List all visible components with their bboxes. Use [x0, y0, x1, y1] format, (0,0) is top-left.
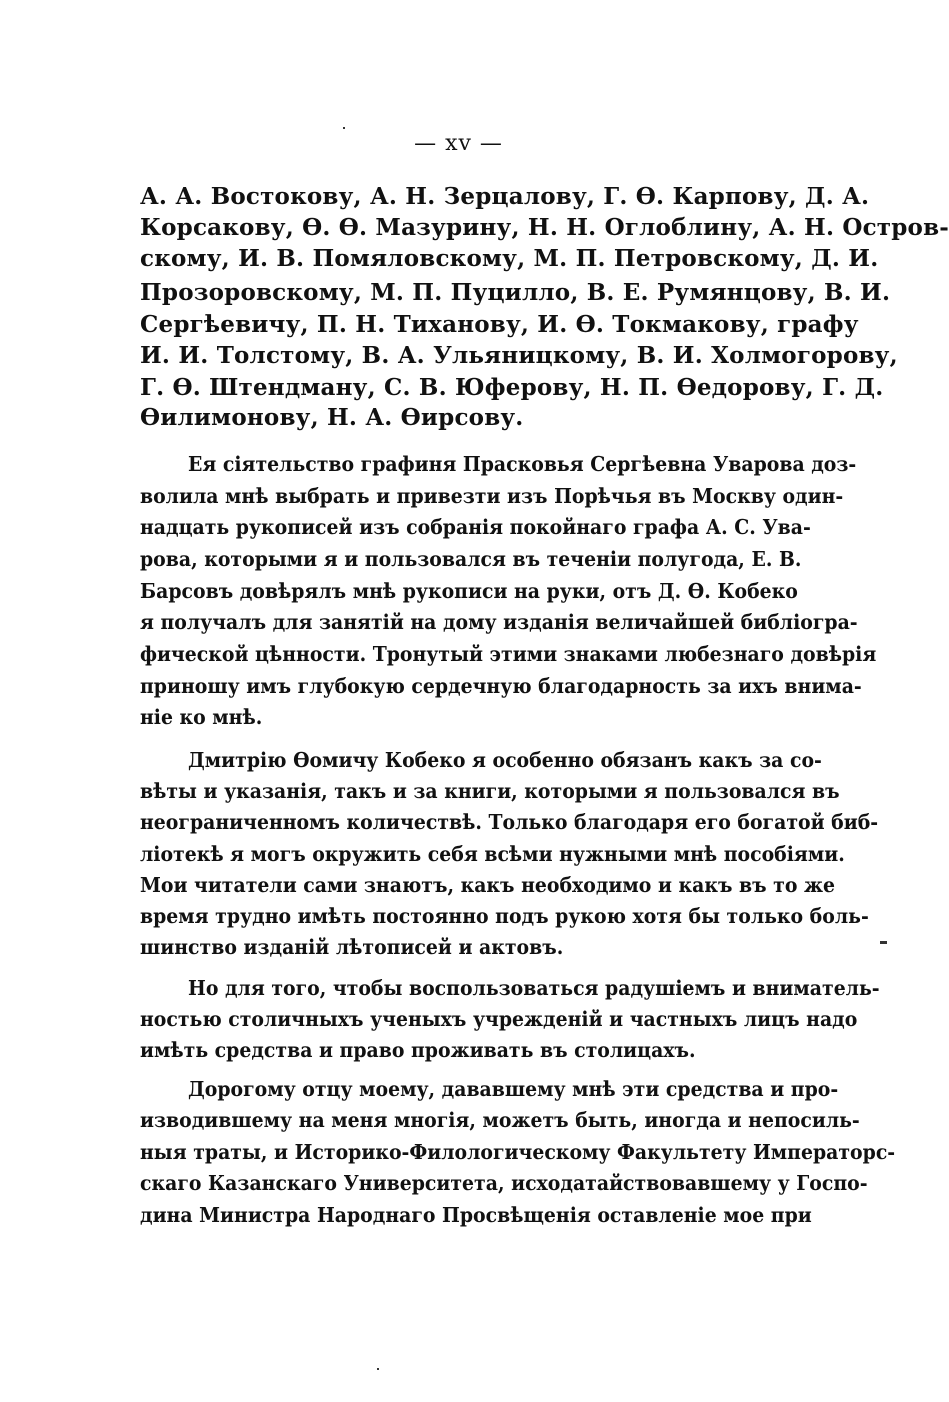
text-line: ліотекѣ я могъ окружить себя всѣми нужными мнѣ пособіями.	[140, 842, 845, 866]
text-line: ныя траты, и Историко-Филологическому Факультету Императорс-	[140, 1140, 896, 1164]
text-line: фической цѣнности. Тронутый этими знаками любезнаго довѣрія	[140, 642, 877, 666]
text-line: неограниченномъ количествѣ. Только благодаря его богатой биб-	[140, 810, 879, 834]
text-line: И. И. Толстому, В. А. Ульяницкому, В. И. Холмогорову,	[140, 342, 898, 369]
text-line: скому, И. В. Помяловскому, М. П. Петровскому, Д. И.	[140, 245, 879, 272]
text-line: я получалъ для занятій на дому изданія величайшей библіогра-	[140, 610, 858, 634]
text-line: ніе ко мнѣ.	[140, 705, 263, 729]
scan-speck	[343, 127, 345, 129]
page-number: — xv —	[414, 131, 503, 156]
text-line: Ея сіятельство графиня Прасковья Сергѣевна Уварова доз-	[188, 452, 857, 476]
text-line: приношу имъ глубокую сердечную благодарность за ихъ внима-	[140, 674, 862, 698]
text-line: Дмитрію Ѳомичу Кобеко я особенно обязанъ какъ за со-	[188, 748, 822, 772]
text-line: А. А. Востокову, А. Н. Зерцалову, Г. Ѳ. Карпову, Д. А.	[140, 183, 870, 210]
text-line: дина Министра Народнаго Просвѣщенія оставленіе мое при	[140, 1203, 812, 1227]
text-line: Г. Ѳ. Штендману, С. В. Юферову, Н. П. Ѳедорову, Г. Д.	[140, 374, 884, 401]
text-line: ностью столичныхъ ученыхъ учрежденій и частныхъ лицъ надо	[140, 1007, 858, 1031]
text-line: имѣть средства и право проживать въ столицахъ.	[140, 1038, 696, 1062]
text-line: Прозоровскому, М. П. Пуцилло, В. Е. Румянцову, В. И.	[140, 279, 891, 306]
text-line: скаго Казанскаго Университета, исходатайствовавшему у Госпо-	[140, 1171, 868, 1195]
text-line: шинство изданій лѣтописей и актовъ.	[140, 935, 564, 959]
text-line: Барсовъ довѣрялъ мнѣ рукописи на руки, отъ Д. Ѳ. Кобеко	[140, 579, 798, 603]
scan-speck	[377, 1368, 379, 1370]
text-line: Мои читатели сами знаютъ, какъ необходимо и какъ въ то же	[140, 873, 836, 897]
text-line: изводившему на меня многія, можетъ быть, иногда и непосиль-	[140, 1108, 860, 1132]
text-line: надцать рукописей изъ собранія покойнаго графа А. С. Ува-	[140, 515, 811, 539]
text-line: Дорогому отцу моему, дававшему мнѣ эти средства и про-	[188, 1077, 839, 1101]
text-line: волила мнѣ выбрать и привезти изъ Порѣчья въ Москву один-	[140, 484, 844, 508]
text-line: рова, которыми я и пользовался въ теченіи полугода, Е. В.	[140, 547, 802, 571]
text-line: Но для того, чтобы воспользоваться радушіемъ и вниматель-	[188, 976, 880, 1000]
text-line: Корсакову, Ѳ. Ѳ. Мазурину, Н. Н. Оглоблину, А. Н. Остров-	[140, 214, 949, 241]
text-line: вѣты и указанія, такъ и за книги, которыми я пользовался въ	[140, 779, 840, 803]
text-line: Ѳилимонову, Н. А. Ѳирсову.	[140, 404, 524, 431]
text-line: Сергѣевичу, П. Н. Тиханову, И. Ѳ. Токмакову, графу	[140, 311, 859, 338]
text-line: время трудно имѣть постоянно подъ рукою хотя бы только боль-	[140, 904, 869, 928]
scan-speck	[880, 941, 887, 944]
